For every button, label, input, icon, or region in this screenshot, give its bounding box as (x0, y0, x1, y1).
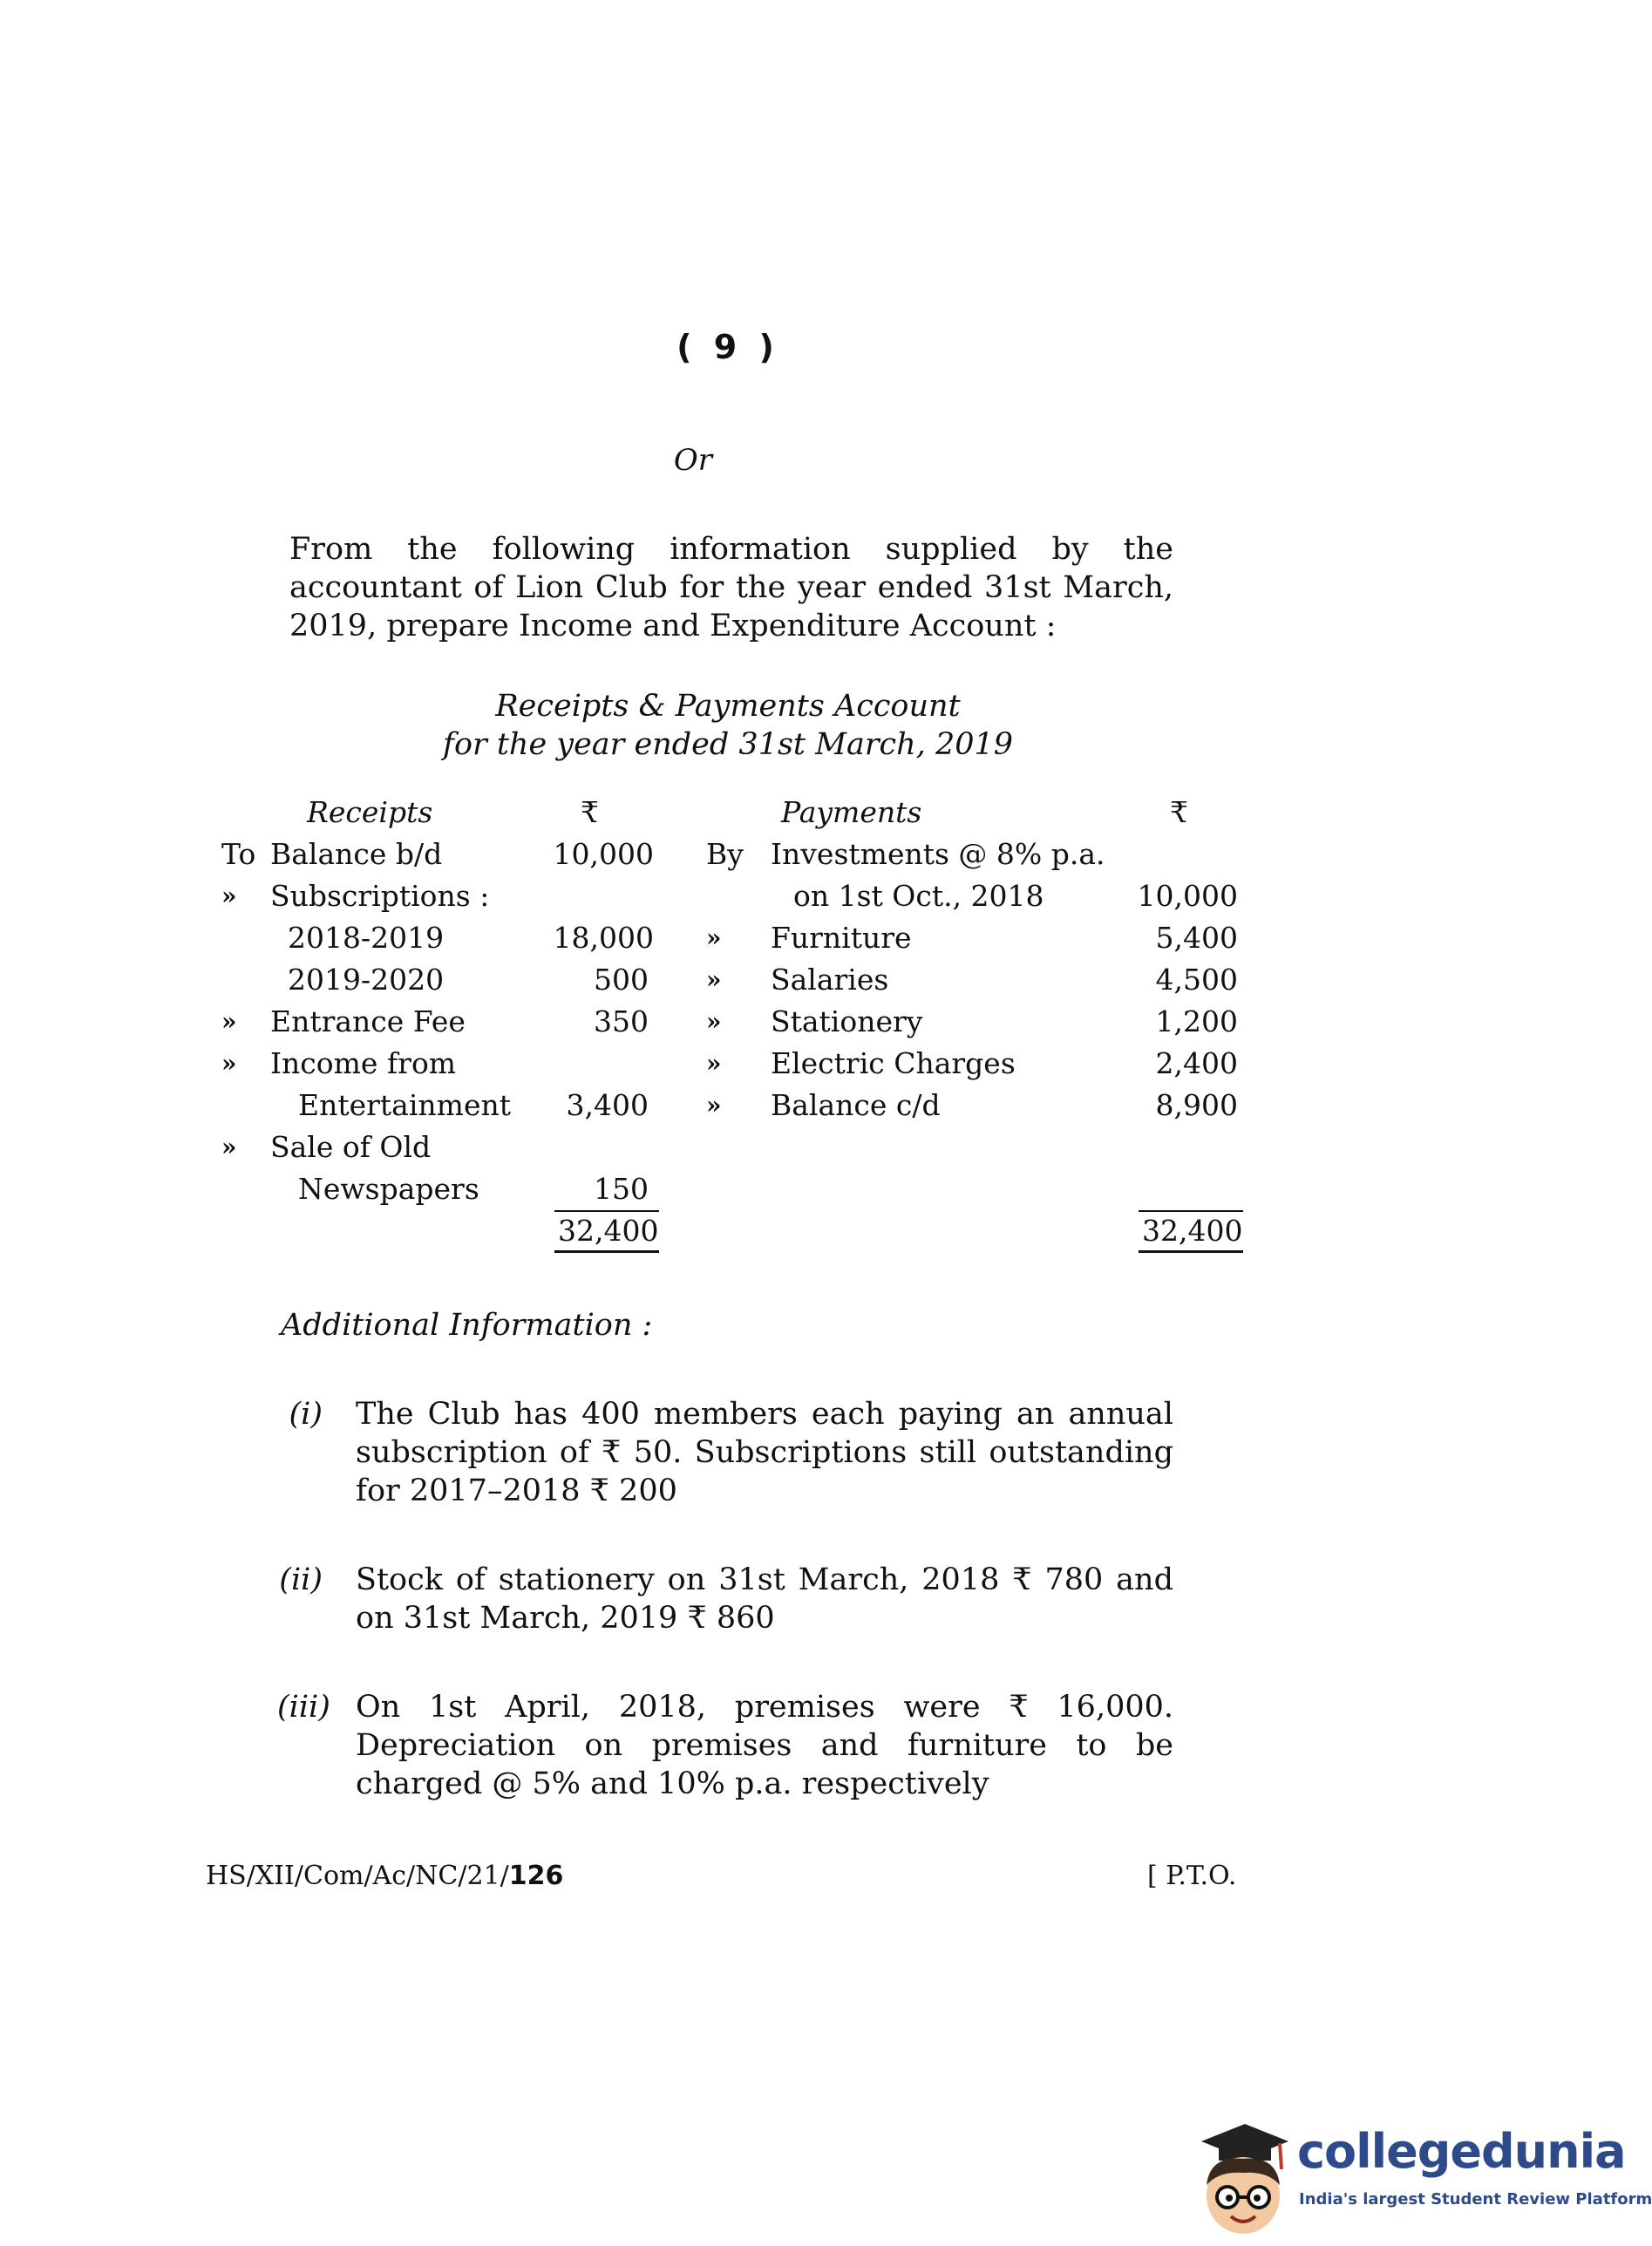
item-line: on 31st March, 2019 ₹ 860 (356, 1601, 775, 1636)
logo-wordmark: collegedunia (1297, 2124, 1626, 2179)
item-line: On 1st April, 2018, premises were ₹ 16,000. (356, 1690, 1173, 1725)
item-line: for 2017–2018 ₹ 200 (356, 1474, 677, 1508)
account-subtitle: for the year ended 31st March, 2019 (442, 727, 1014, 762)
payment-label: Salaries (771, 963, 889, 997)
paper-code-number: 126 (508, 1861, 564, 1891)
question-line: 2019, prepare Income and Expenditure Account : (289, 609, 1057, 643)
receipt-amount: 500 (594, 963, 649, 997)
ditto-mark: » (706, 1007, 722, 1036)
ditto-mark: » (706, 965, 722, 994)
item-line: charged @ 5% and 10% p.a. respectively (356, 1766, 989, 1801)
question-text (289, 530, 1173, 645)
additional-item (277, 1395, 1173, 1510)
pto-label: [ P.T.O. (1147, 1861, 1237, 1891)
ditto-mark: » (221, 881, 237, 910)
payment-label: Furniture (771, 921, 912, 955)
currency-symbol: ₹ (581, 795, 599, 829)
question-line: From the following information supplied by the (289, 532, 1173, 567)
receipt-amount: 3,400 (566, 1088, 649, 1122)
paper-code (206, 1861, 563, 1891)
item-number: (i) (289, 1397, 323, 1432)
payment-amount: 8,900 (1155, 1088, 1238, 1122)
receipt-label: Newspapers (298, 1172, 479, 1206)
receipt-amount: 350 (594, 1004, 649, 1038)
item-line: Depreciation on premises and furniture to be (356, 1728, 1173, 1763)
receipt-label: 2019-2020 (288, 963, 445, 997)
question-line: accountant of Lion Club for the year ended 31st March, (289, 570, 1173, 605)
additional-item (277, 1688, 1173, 1803)
payments-total: 32,400 (1139, 1210, 1243, 1253)
payments-header: Payments (781, 795, 922, 829)
payment-label: Investments @ 8% p.a. (771, 837, 1105, 871)
item-line: The Club has 400 members each paying an annual (356, 1397, 1173, 1432)
page-number: ( 9 ) (676, 328, 779, 366)
item-number: (ii) (279, 1562, 323, 1597)
ditto-mark: » (221, 1049, 237, 1078)
additional-info-heading: Additional Information : (281, 1308, 653, 1343)
receipt-amount: 10,000 (553, 837, 654, 871)
account-title: Receipts & Payments Account (495, 689, 961, 724)
paper-code-prefix: HS/XII/Com/Ac/NC/21/ (206, 1861, 509, 1891)
receipt-amount: 18,000 (553, 921, 654, 955)
ditto-mark: » (221, 1133, 237, 1161)
receipts-header: Receipts (307, 795, 433, 829)
ditto-mark: » (706, 923, 722, 952)
payment-amount: 4,500 (1155, 963, 1238, 997)
receipt-label: Sale of Old (270, 1130, 432, 1164)
payment-label: on 1st Oct., 2018 (793, 879, 1044, 913)
receipt-label: Income from (270, 1046, 457, 1080)
or-label: Or (673, 443, 713, 478)
receipt-label: Balance b/d (270, 837, 443, 871)
receipt-label: Entertainment (298, 1088, 511, 1122)
receipts-total: 32,400 (554, 1210, 659, 1253)
additional-item (277, 1561, 1173, 1637)
receipt-label: Subscriptions : (270, 879, 490, 913)
to-label: To (221, 837, 256, 871)
ditto-mark: » (706, 1049, 722, 1078)
collegedunia-logo[interactable] (1184, 2115, 1652, 2237)
by-label: By (706, 837, 744, 871)
payment-label: Stationery (771, 1004, 923, 1038)
payment-amount: 5,400 (1155, 921, 1238, 955)
payment-label: Electric Charges (771, 1046, 1016, 1080)
item-line: subscription of ₹ 50. Subscriptions still outstanding (356, 1435, 1173, 1470)
receipt-amount: 150 (594, 1172, 649, 1206)
ditto-mark: » (221, 1007, 237, 1036)
receipt-label: 2018-2019 (288, 921, 445, 955)
item-number: (iii) (277, 1690, 330, 1725)
mascot-icon (1184, 2115, 1297, 2237)
payment-amount: 2,400 (1155, 1046, 1238, 1080)
item-line: Stock of stationery on 31st March, 2018 ₹ 780 and (356, 1562, 1173, 1597)
receipt-label: Entrance Fee (270, 1004, 466, 1038)
currency-symbol: ₹ (1170, 795, 1188, 829)
ditto-mark: » (706, 1091, 722, 1120)
payment-amount: 1,200 (1155, 1004, 1238, 1038)
payment-amount: 10,000 (1137, 879, 1238, 913)
logo-tagline: India's largest Student Review Platform (1299, 2190, 1652, 2209)
payment-label: Balance c/d (771, 1088, 941, 1122)
